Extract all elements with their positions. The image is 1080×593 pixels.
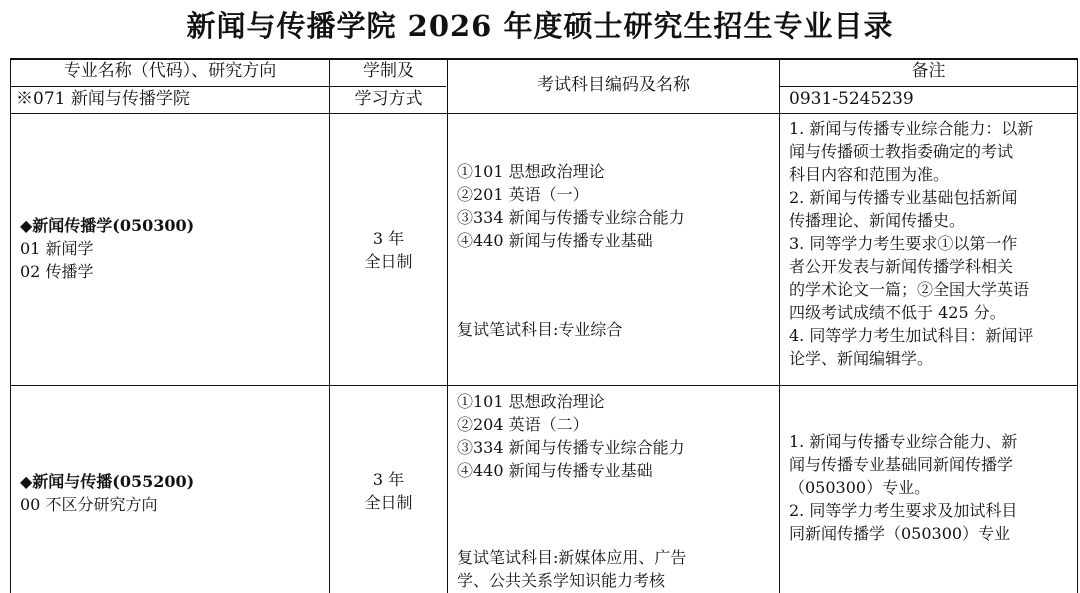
header-notes: 备注	[911, 61, 946, 81]
header-duration-line2: 学习方式	[354, 89, 423, 109]
retest-item: 复试笔试科目:专业综合	[457, 320, 623, 339]
note-line: 1. 新闻与传播专业综合能力：以新	[789, 119, 1034, 138]
direction-item: 00 不区分研究方向	[20, 495, 158, 514]
note-line: 闻与传播硕士教指委确定的考试	[789, 142, 1014, 161]
table-row-1-retest	[457, 318, 775, 341]
note-line: 的学术论文一篇；②全国大学英语	[789, 280, 1030, 299]
subject-item: ③334 新闻与传播专业综合能力	[457, 438, 685, 457]
header-bottom-border	[10, 113, 1078, 114]
table-row-2-retest	[457, 546, 775, 592]
note-line: 2. 新闻与传播专业基础包括新闻	[789, 188, 1018, 207]
table-row-1-subjects	[457, 160, 775, 252]
table-right-border	[1077, 58, 1078, 593]
header-college: ※071 新闻与传播学院	[16, 89, 190, 109]
note-line: 四级考试成绩不低于 425 分。	[789, 303, 1006, 322]
table-row-2-major	[20, 470, 325, 516]
retest-item: 复试笔试科目:新媒体应用、广告	[457, 548, 687, 567]
row-divider	[10, 385, 1078, 386]
subject-item: ①101 思想政治理论	[457, 162, 605, 181]
table-row-1-major	[20, 214, 325, 283]
note-line: 2. 同等学力考生要求及加试科目	[789, 501, 1018, 520]
subject-item: ④440 新闻与传播专业基础	[457, 461, 653, 480]
header-major: 专业名称（代码）、研究方向	[63, 61, 277, 81]
direction-item: 01 新闻学	[20, 239, 94, 258]
note-line: 1. 新闻与传播专业综合能力、新	[789, 432, 1018, 451]
page-title: 新闻与传播学院 2026 年度硕士研究生招生专业目录	[186, 9, 894, 43]
header-subjects: 考试科目编码及名称	[537, 75, 690, 95]
subject-item: ③334 新闻与传播专业综合能力	[457, 208, 685, 227]
major-name: ◆新闻传播学(050300)	[20, 216, 195, 235]
table-row-2-subjects	[457, 390, 775, 482]
note-line: （050300）专业。	[789, 478, 931, 497]
note-line: 论学、新闻编辑学。	[789, 349, 934, 368]
note-line: 传播理论、新闻传播史。	[789, 211, 966, 230]
note-line: 闻与传播专业基础同新闻传播学	[789, 455, 1014, 474]
header-phone: 0931-5245239	[789, 89, 914, 109]
table-row-2-notes	[789, 430, 1075, 545]
table-row-1-duration	[330, 227, 447, 273]
table-left-border	[10, 58, 11, 593]
note-line: 同新闻传播学（050300）专业	[789, 524, 1011, 543]
table-row-1-notes	[789, 117, 1075, 370]
note-line: 3. 同等学力考生要求①以第一作	[789, 234, 1018, 253]
note-line: 科目内容和范围为准。	[789, 165, 950, 184]
note-line: 者公开发表与新闻传播学科相关	[789, 257, 1014, 276]
header-duration-line1: 学制及	[363, 61, 414, 81]
major-name: ◆新闻与传播(055200)	[20, 472, 195, 491]
duration-years: 3 年	[372, 470, 405, 489]
column-divider-2	[447, 58, 448, 593]
duration-years: 3 年	[372, 229, 405, 248]
table-row-2-duration	[330, 468, 447, 514]
direction-item: 02 传播学	[20, 262, 94, 281]
retest-item: 学、公共关系学知识能力考核	[457, 571, 666, 590]
subject-item: ④440 新闻与传播专业基础	[457, 231, 653, 250]
subject-item: ②201 英语（一）	[457, 185, 589, 204]
note-line: 4. 同等学力考生加试科目：新闻评	[789, 326, 1034, 345]
subject-item: ①101 思想政治理论	[457, 392, 605, 411]
study-mode: 全日制	[364, 493, 413, 512]
study-mode: 全日制	[364, 252, 413, 271]
column-divider-3	[779, 58, 780, 593]
subject-item: ②204 英语（二）	[457, 415, 589, 434]
